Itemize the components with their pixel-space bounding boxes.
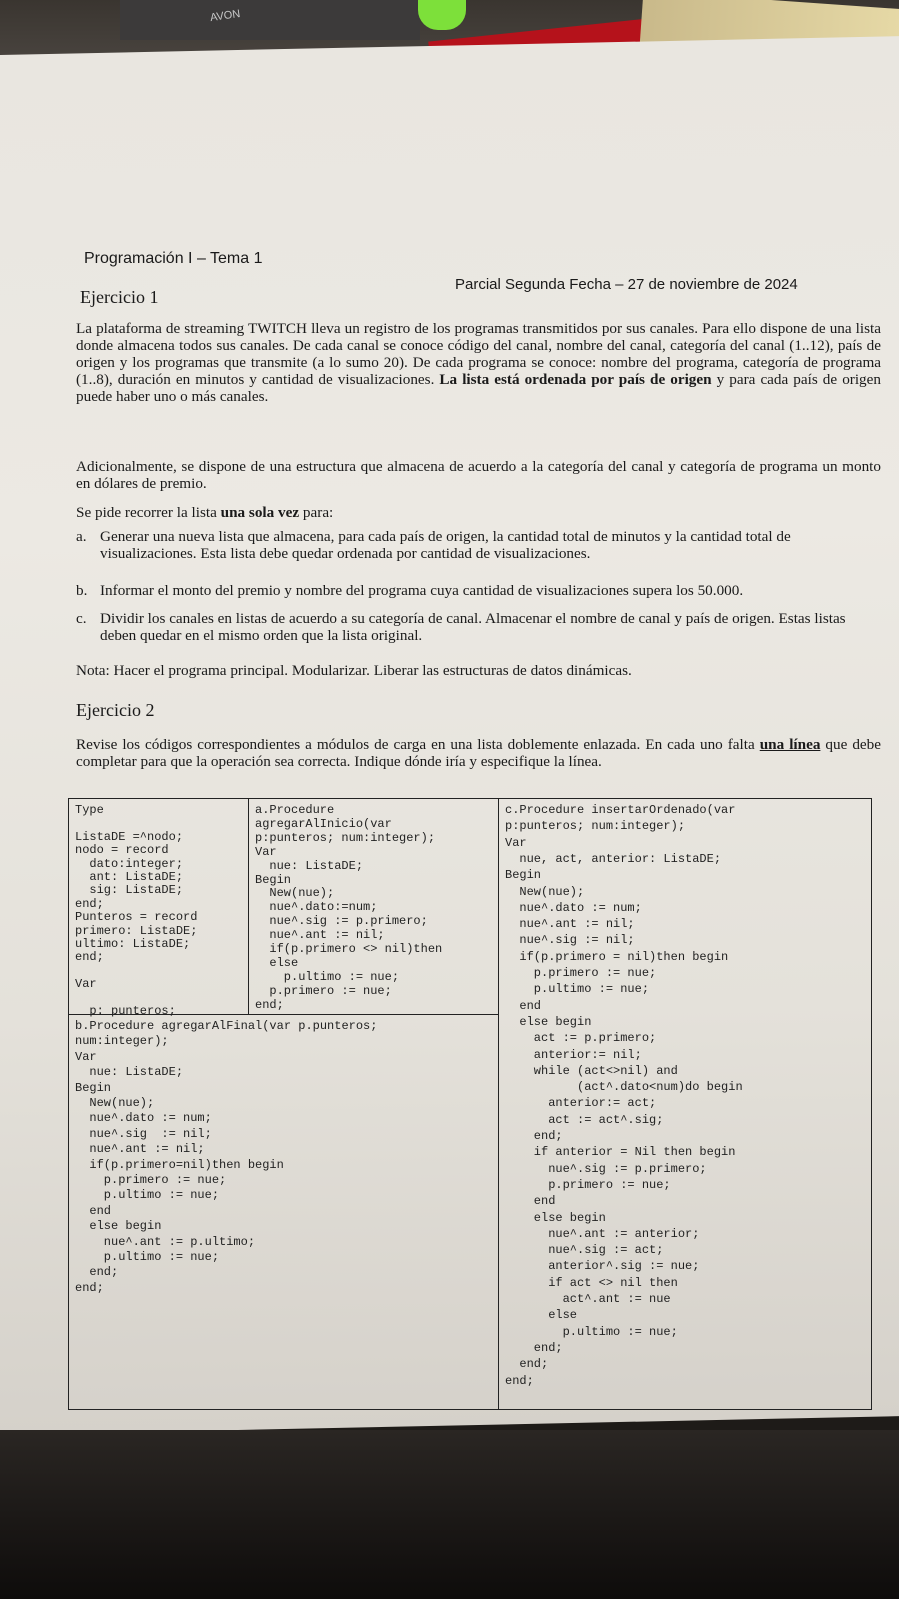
course-title: Programación I – Tema 1 [84, 250, 263, 267]
code-line: end; [75, 950, 104, 965]
code-line: ultimo: ListaDE; [75, 937, 191, 951]
code-line: nue: ListaDE; [255, 858, 364, 873]
type-declarations-cell [69, 799, 249, 1018]
code-line: else begin [505, 1014, 592, 1029]
code-line: Var [75, 1049, 97, 1064]
code-line: nue: ListaDE; [75, 1065, 184, 1080]
code-line: ant: ListaDE; [75, 870, 184, 884]
code-line: p:punteros; num:integer); [255, 830, 436, 845]
code-line: New(nue); [75, 1096, 155, 1110]
ej1-item-b: b. Informar el monto del premio y nombre del programa cuya cantidad de visualizaciones supera los 50.000. [76, 582, 744, 599]
code-line: Begin [75, 1080, 112, 1095]
code-line: sig: ListaDE; [75, 883, 184, 898]
code-line: nue^.ant := p.ultimo; [75, 1234, 256, 1249]
code-line: Var [255, 844, 277, 859]
code-line: nue^.dato := num; [75, 1111, 212, 1126]
code-line: Type [75, 803, 104, 817]
code-line: nodo = record [75, 843, 169, 858]
code-line: end; [505, 1129, 563, 1143]
code-line: Var [75, 977, 97, 992]
code-line: p.primero := nue; [505, 1177, 671, 1192]
code-line: Var [505, 835, 527, 850]
code-line: nue^.ant := nil; [255, 928, 385, 943]
code-line: num:integer); [75, 1034, 169, 1049]
code-line: act := act^.sig; [505, 1112, 664, 1127]
code-line: while (act<>nil) and [505, 1063, 678, 1078]
code-line: p:punteros; num:integer); [505, 819, 686, 834]
code-line: if anterior = Nil then begin [505, 1145, 736, 1160]
code-line: p.ultimo := nue; [75, 1250, 220, 1264]
procedure-b-cell [69, 1015, 499, 1409]
code-line: end [505, 1194, 556, 1209]
code-line: ListaDE =^nodo; [75, 829, 184, 844]
code-line: else [505, 1308, 578, 1323]
code-line: (act^.dato<num)do begin [505, 1080, 743, 1095]
procedure-c-cell [499, 799, 871, 1409]
ej1-paragraph-2: Adicionalmente, se dispone de una estructura que almacena de acuerdo a la categoría del canal y categoría de programa un monto en dólares de premio. [76, 458, 881, 492]
ej1-title: Ejercicio 1 [80, 287, 159, 307]
code-line: end; [505, 1340, 563, 1355]
code-line: act := p.primero; [505, 1031, 657, 1046]
code-line: end [75, 1203, 112, 1218]
code-line: end; [75, 1280, 104, 1295]
code-line: dato:integer; [75, 856, 184, 871]
code-line: if(p.primero = nil)then begin [505, 949, 729, 964]
code-line: if(p.primero <> nil)then [255, 942, 443, 956]
code-line: p.ultimo := nue; [75, 1188, 220, 1203]
ej1-item-c: c. Dividir los canales en listas de acuerdo a su categoría de canal. Almacenar el nombre de canal y país de origen. Estas listas deben quedar en el mismo orden que la lista original. [76, 610, 846, 644]
code-line: primero: ListaDE; [75, 923, 198, 938]
code-line: nue^.sig := p.primero; [505, 1161, 707, 1176]
code-line: end; [505, 1357, 549, 1372]
code-line: Begin [255, 872, 292, 887]
code-line: end; [505, 1373, 534, 1388]
code-line: p.ultimo := nue; [255, 969, 400, 984]
code-line: p.ultimo := nue; [505, 982, 650, 997]
code-line: nue^.sig := nil; [505, 933, 635, 948]
code-line: anterior:= nil; [505, 1047, 642, 1062]
code-line: Begin [505, 868, 542, 883]
code-line: p.primero := nue; [255, 983, 392, 998]
code-line: New(nue); [255, 886, 335, 901]
ej1-note: Nota: Hacer el programa principal. Modularizar. Liberar las estructuras de datos dinámicas. [76, 662, 632, 679]
ej1-paragraph-3: Se pide recorrer la lista una sola vez para: [76, 504, 334, 521]
code-line: end; [255, 997, 284, 1012]
code-line: anterior^.sig := nue; [505, 1259, 700, 1274]
code-line: nue, act, anterior: ListaDE; [505, 851, 722, 866]
code-line: p.primero := nue; [75, 1173, 227, 1187]
code-line: Punteros = record [75, 910, 198, 925]
code-line: anterior:= act; [505, 1096, 657, 1111]
code-line: agregarAlInicio(var [255, 816, 392, 831]
code-line: nue^.ant := nil; [505, 917, 635, 932]
ej2-title: Ejercicio 2 [76, 700, 155, 720]
code-line: else begin [75, 1219, 162, 1234]
code-table [68, 798, 872, 1410]
code-line: nue^.sig := act; [505, 1243, 664, 1258]
ej2-paragraph: Revise los códigos correspondientes a módulos de carga en una lista doblemente enlazada. En cada uno falta una línea que debe completar para que la operación sea correcta. Indique dónde iría y especifique la línea. [76, 736, 881, 770]
ej1-item-a: a. Generar una nueva lista que almacena, para cada país de origen, la cantidad total de minutos y la cantidad total de visualizaciones. Esta lista debe quedar ordenada por cantidad de visualizaciones. [76, 528, 791, 562]
procedure-a-cell [249, 799, 499, 1015]
ej1-paragraph-1: La plataforma de streaming TWITCH lleva un registro de los programas transmitidos por sus canales. Para ello dispone de una lista donde almacena todos sus canales. De cada canal se conoce código del canal, nombre del canal, categoría del canal (1..12), país de origen y los programas que transmite (a lo sumo 20). De cada programa se conoce: nombre del programa, categoría de programa (1..8), duración en minutos y cantidad de visualizaciones. La lista está ordenada por país de origen y para cada país de origen puede haber uno o más canales. [76, 320, 881, 405]
code-line: c.Procedure insertarOrdenado(var [505, 803, 736, 817]
code-line: New(nue); [505, 884, 585, 899]
code-line: p.primero := nue; [505, 966, 657, 980]
code-line: a.Procedure [255, 803, 335, 817]
code-line: end; [75, 1265, 119, 1280]
avon-brand-text: AVON [209, 7, 242, 25]
code-line: act^.ant := nue [505, 1292, 671, 1306]
code-line: nue^.dato := num; [505, 900, 642, 915]
code-line: p: punteros; [75, 1004, 176, 1018]
exam-title: Parcial Segunda Fecha – 27 de noviembre de 2024 [455, 276, 798, 293]
code-line: if act <> nil then [505, 1275, 678, 1290]
code-line: b.Procedure agregarAlFinal(var p.punteros; [75, 1019, 378, 1033]
code-line: else begin [505, 1210, 606, 1225]
code-line: nue^.sig := nil; [75, 1126, 212, 1141]
code-line: nue^.ant := nil; [75, 1142, 205, 1157]
code-line: if(p.primero=nil)then begin [75, 1157, 284, 1172]
code-line: else [255, 955, 299, 970]
code-line: p.ultimo := nue; [505, 1324, 678, 1339]
code-line: nue^.dato:=num; [255, 900, 378, 915]
code-line: nue^.sig := p.primero; [255, 914, 428, 929]
code-line: end [505, 998, 542, 1013]
code-line: nue^.ant := anterior; [505, 1226, 700, 1241]
code-line: end; [75, 896, 104, 911]
